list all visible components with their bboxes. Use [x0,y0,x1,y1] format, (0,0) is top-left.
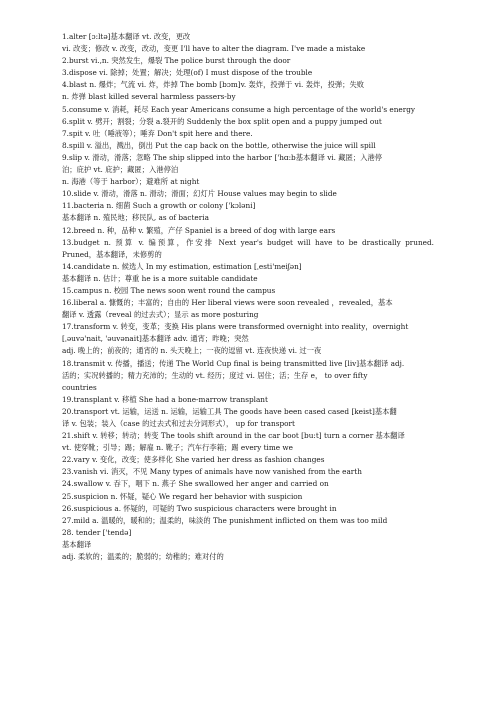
text-line: [ˌəuvə'nait, 'əuvənait]基本翻译 adv. 通宵；昨晚；突然 [62,334,249,344]
text-line: 3.dispose vi. 除掉；处置；解决；处理(of) I must dispose of the trouble [62,68,313,78]
text-line: 5.consume v. 消耗，耗尽 Each year Americans consume a high percentage of the world's energy [62,104,416,114]
text-line: 12.breed n. 种，品种 v. 繁殖，产仔 Spaniel is a breed of dog with large ears [62,225,336,235]
text-line: countries [62,382,97,392]
text-line: 译 v. 包装；装入（case 的过去式和过去分词形式）， up for transport [62,419,295,428]
text-line: 16.liberal a. 慷慨的；丰富的；自由的 Her liberal views were soon revealed ，revealed，基本 [62,298,393,308]
text-line: vi. 改变；修改 v. 改变，改动，变更 I'll have to alter the diagram. I've made a mistake [62,44,366,54]
text-line: 20.transport vt. 运输，运送 n. 运输，运输工具 The goods have been cased cased [keist]基本翻 [62,406,397,416]
text-line: 9.slip v. 滑动，滑落；忽略 The ship slipped into the harbor ['hɑ:b基本翻译 vi. 藏匿；入港停 [62,152,383,162]
text-line: 8.spill v. 溢出，溅出，倒出 Put the cap back on the bottle, otherwise the juice will spill [62,140,376,150]
text-line: n. 海港（等于 harbor）；避难所 at night [62,177,200,187]
text-line: 23.vanish vi. 消灭，不见 Many types of animals have now vanished from the earth [62,467,362,477]
text-line: vt. 使穿靴；引导；踢；解雇 n. 靴子；汽车行李箱；踢 every time we [62,443,293,453]
text-line: Pruned，基本翻译，未修剪的 [62,249,162,259]
text-line: 4.blast n. 爆炸；气流 vi. 炸，炸掉 The bomb [bɔm]v. 轰炸，投弹于 vi. 轰炸，投弹；失败 [62,80,365,90]
text-line: adj. 晚上的；前夜的；通宵的 n. 头天晚上；一夜的逗留 vt. 连夜快递 vi. 过一夜 [62,346,322,356]
text-line: adj. 柔软的；温柔的；脆弱的；幼稚的；难对付的 [62,552,224,562]
text-line: 24.swallow v. 吞下，咽下 n. 燕子 She swallowed her anger and carried on [62,479,329,489]
text-line: 21.shift v. 转移；转动；转变 The tools shift around in the car boot [bu:t] turn a corner 基本翻译 [62,431,405,441]
text-line: 7.spit v. 吐（唾液等）；唾弃 Don't spit here and there. [62,128,253,138]
text-line: 11.bacteria n. 细菌 Such a growth or colony ['kɔləni] [62,201,256,211]
text-line: n. 炸弹 blast killed several harmless passers-by [62,92,236,102]
text-line: 14.candidate n. 候选人 In my estimation, estimation [ˌesti'meiʃən] [62,261,302,271]
text-line: 10.slide v. 滑动，滑落 n. 滑动；滑面；幻灯片 House values may begin to slide [62,189,337,199]
text-line: 19.transplant v. 移植 She had a bone-marrow transplant [62,394,268,404]
text-line: 22.vary v. 变化，改变；使多样化 She varied her dress as fashion changes [62,455,325,465]
text-line: 基本翻译 n. 殖民地；移民队, as of bacteria [62,213,209,223]
text-line: 15.campus n. 校园 The news soon went round the campus [62,285,276,295]
text-line: 基本翻译 n. 估计；尊重 he is a more suitable candidate [62,273,258,283]
text-line: 活的；实况转播的；精力充沛的；生动的 vt. 经历；度过 vi. 居住；活；生存 e， to over fifty [62,370,368,380]
text-line: 18.transmit v. 传播，播送；传递 The World Cup final is being transmitted live [liv]基本翻译 adj. [62,358,405,368]
text-line: 2.burst vi.,n. 突然发生，爆裂 The police burst through the door [62,56,291,66]
text-line: 27.mild a. 温暖的，暖和的；温柔的，味淡的 The punishment inflicted on them was too mild [62,515,388,525]
text-line: 17.transform v. 转变，变革；变换 His plans were transformed overnight into reality，overnight [62,322,409,332]
text-line: 基本翻译 [62,539,92,549]
text-line: 泊；庇护 vt. 庇护；藏匿；入港停泊 [62,165,179,175]
text-line: 26.suspicious a. 怀疑的，可疑的 Two suspicious characters were brought in [62,503,337,513]
text-line: 1.alter [ɔ:ltə]基本翻译 vt. 改变，更改 [62,32,191,41]
text-line: 25.suspicion n. 怀疑，疑心 We regard her behavior with suspicion [62,491,303,501]
text-line: 28. tender ['tendə] [62,527,132,537]
text-line: 翻译 v. 透露（reveal 的过去式）；显示 as more posturing [62,310,259,320]
text-line: 13.budget n. 预算 v. 编预算，作安排 Next year's budget will have to be drastically pruned. [62,237,434,247]
text-line: 6.split v. 劈开；割裂；分裂 a.裂开的 Suddenly the box split open and a puppy jumped out [62,116,382,126]
